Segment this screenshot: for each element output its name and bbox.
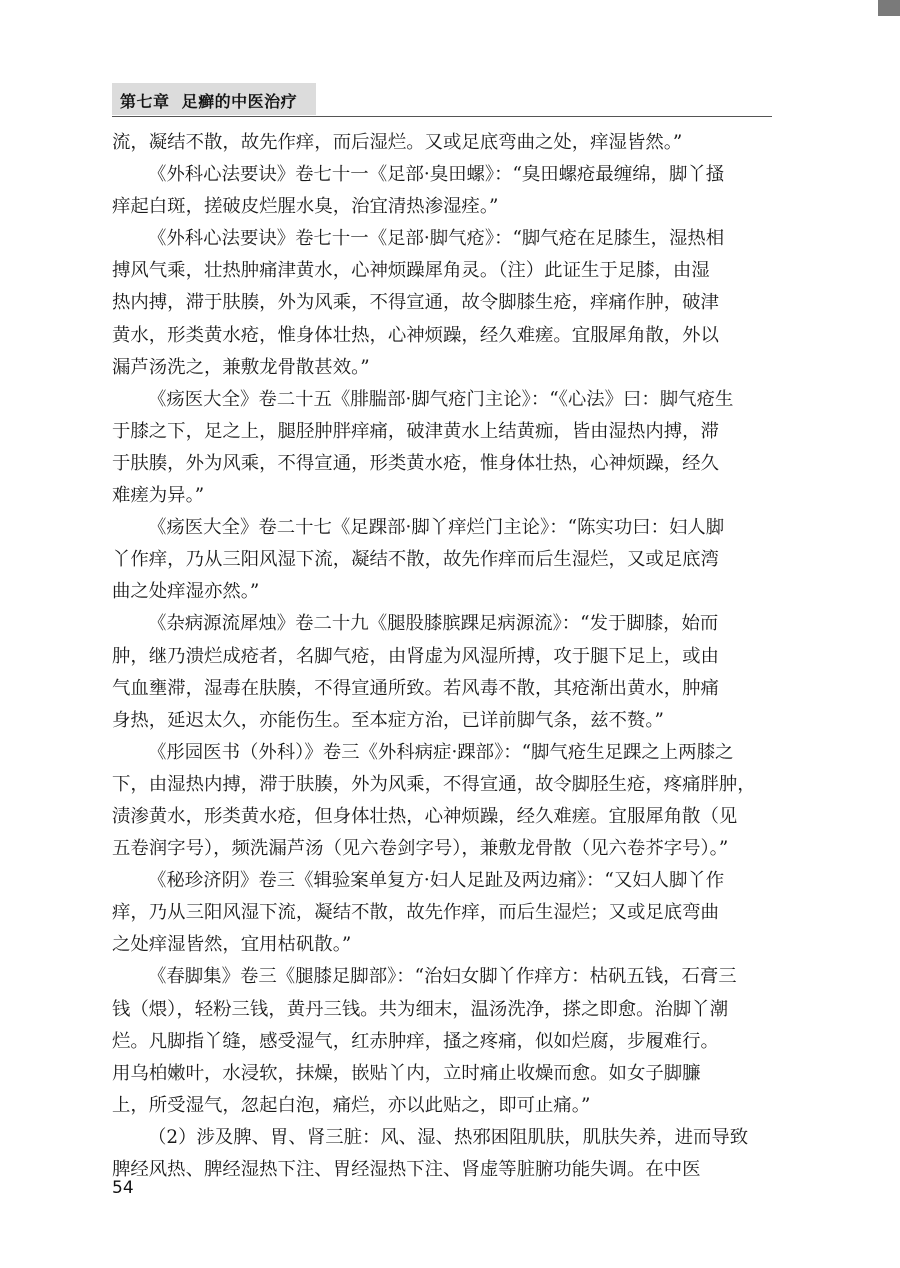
- text-line: 《疡医大全》卷二十七《足踝部·脚丫痒烂门主论》：“陈实功曰：妇人脚: [148, 517, 725, 539]
- text-line: 于膝之下，足之上，腿胫肿胖痒痛，破津黄水上结黄痂，皆由湿热内搏，滞: [112, 420, 719, 442]
- chapter-title: 第七章 足癣的中医治疗: [120, 92, 298, 111]
- text-line: 《外科心法要诀》卷七十一《足部·脚气疮》：“脚气疮在足膝生，湿热相: [148, 228, 725, 250]
- text-line: 渍渗黄水，形类黄水疮，但身体壮热，心神烦躁，经久难瘥。宜服犀角散（见: [112, 805, 738, 827]
- text-line: 下，由湿热内搏，滞于肤腠，外为风乘，不得宣通，故令脚胫生疮，疼痛胖肿，: [112, 773, 756, 795]
- chapter-header: [112, 83, 316, 115]
- text-line: 上，所受湿气，忽起白泡，痛烂，亦以此贴之，即可止痛。”: [112, 1094, 591, 1116]
- page-number: 54: [112, 1178, 134, 1198]
- text-line: 钱（煨），轻粉三钱，黄丹三钱。共为细末，温汤洗净，搽之即愈。治脚丫潮: [112, 998, 729, 1020]
- text-line: 搏风气乘，壮热肿痛津黄水，心神烦躁犀角灵。（注）此证生于足膝，由湿: [112, 260, 710, 282]
- text-line: 黄水，形类黄水疮，惟身体壮热，心神烦躁，经久难瘥。宜服犀角散，外以: [112, 324, 719, 346]
- text-line: 身热，延迟太久，亦能伤生。至本症方治，已详前脚气条，兹不赘。”: [112, 709, 664, 731]
- text-line: 五卷润字号），频洗漏芦汤（见六卷剑字号），兼敷龙骨散（见六卷芥字号）。”: [112, 838, 729, 860]
- text-line: 气血壅滞，湿毒在肤腠，不得宣通所致。若风毒不散，其疮渐出黄水，肿痛: [112, 677, 719, 699]
- text-line: 烂。凡脚指丫缝，感受湿气，红赤肿痒，搔之疼痛，似如烂腐，步履难行。: [112, 1030, 719, 1052]
- text-line: 用乌柏嫩叶，水浸软，抹燥，嵌贴丫内，立时痛止收燥而愈。如女子脚臁: [112, 1062, 701, 1084]
- text-line: 热内搏，滞于肤腠，外为风乘，不得宣通，故令脚膝生疮，痒痛作肿，破津: [112, 292, 719, 314]
- page-corner-mark: [878, 0, 900, 16]
- text-line: 于肤腠，外为风乘，不得宣通，形类黄水疮，惟身体壮热，心神烦躁，经久: [112, 452, 719, 474]
- text-line: 流，凝结不散，故先作痒，而后湿烂。又或足底弯曲之处，痒湿皆然。”: [112, 132, 683, 153]
- text-line: 曲之处痒湿亦然。”: [112, 581, 260, 603]
- header-rule: [112, 116, 772, 117]
- text-line: 《疡医大全》卷二十五《腓腨部·脚气疮门主论》：“《心法》曰：脚气疮生: [148, 388, 734, 410]
- text-line: 难瘥为异。”: [112, 485, 205, 507]
- text-line: 《秘珍济阴》卷三《辑验案单复方·妇人足趾及两边痛》：“又妇人脚丫作: [148, 870, 725, 892]
- text-line: 《春脚集》卷三《腿膝足脚部》：“治妇女脚丫作痒方：枯矾五钱，石膏三: [148, 966, 737, 988]
- text-line: 痒起白斑，搓破皮烂腥水臭，治宜清热渗湿痊。”: [112, 196, 499, 218]
- text-line: 《外科心法要诀》卷七十一《足部·臭田螺》：“臭田螺疮最缠绵，脚丫搔: [148, 164, 725, 186]
- text-line: 漏芦汤洗之，兼敷龙骨散甚效。”: [112, 356, 370, 378]
- text-line: 《杂病源流犀烛》卷二十九《腿股膝膑踝足病源流》：“发于脚膝，始而: [148, 613, 719, 635]
- text-line: 痒，乃从三阳风湿下流，凝结不散，故先作痒，而后生湿烂；又或足底弯曲: [112, 902, 719, 924]
- body-text: [112, 127, 772, 1186]
- text-line: 《彤园医书（外科）》卷三《外科病症·踝部》：“脚气疮生足踝之上两膝之: [148, 741, 734, 763]
- text-line: 之处痒湿皆然，宜用枯矾散。”: [112, 934, 352, 956]
- text-line: 肿，继乃溃烂成疮者，名脚气疮，由肾虚为风湿所搏，攻于腿下足上，或由: [112, 645, 719, 667]
- text-line: （2）涉及脾、胃、肾三脏：风、湿、热邪困阻肌肤，肌肤失养，进而导致: [148, 1126, 749, 1148]
- text-line: 脾经风热、脾经湿热下注、胃经湿热下注、肾虚等脏腑功能失调。在中医: [112, 1159, 701, 1180]
- text-line: 丫作痒，乃从三阳风湿下流，凝结不散，故先作痒而后生湿烂，又或足底湾: [112, 549, 719, 571]
